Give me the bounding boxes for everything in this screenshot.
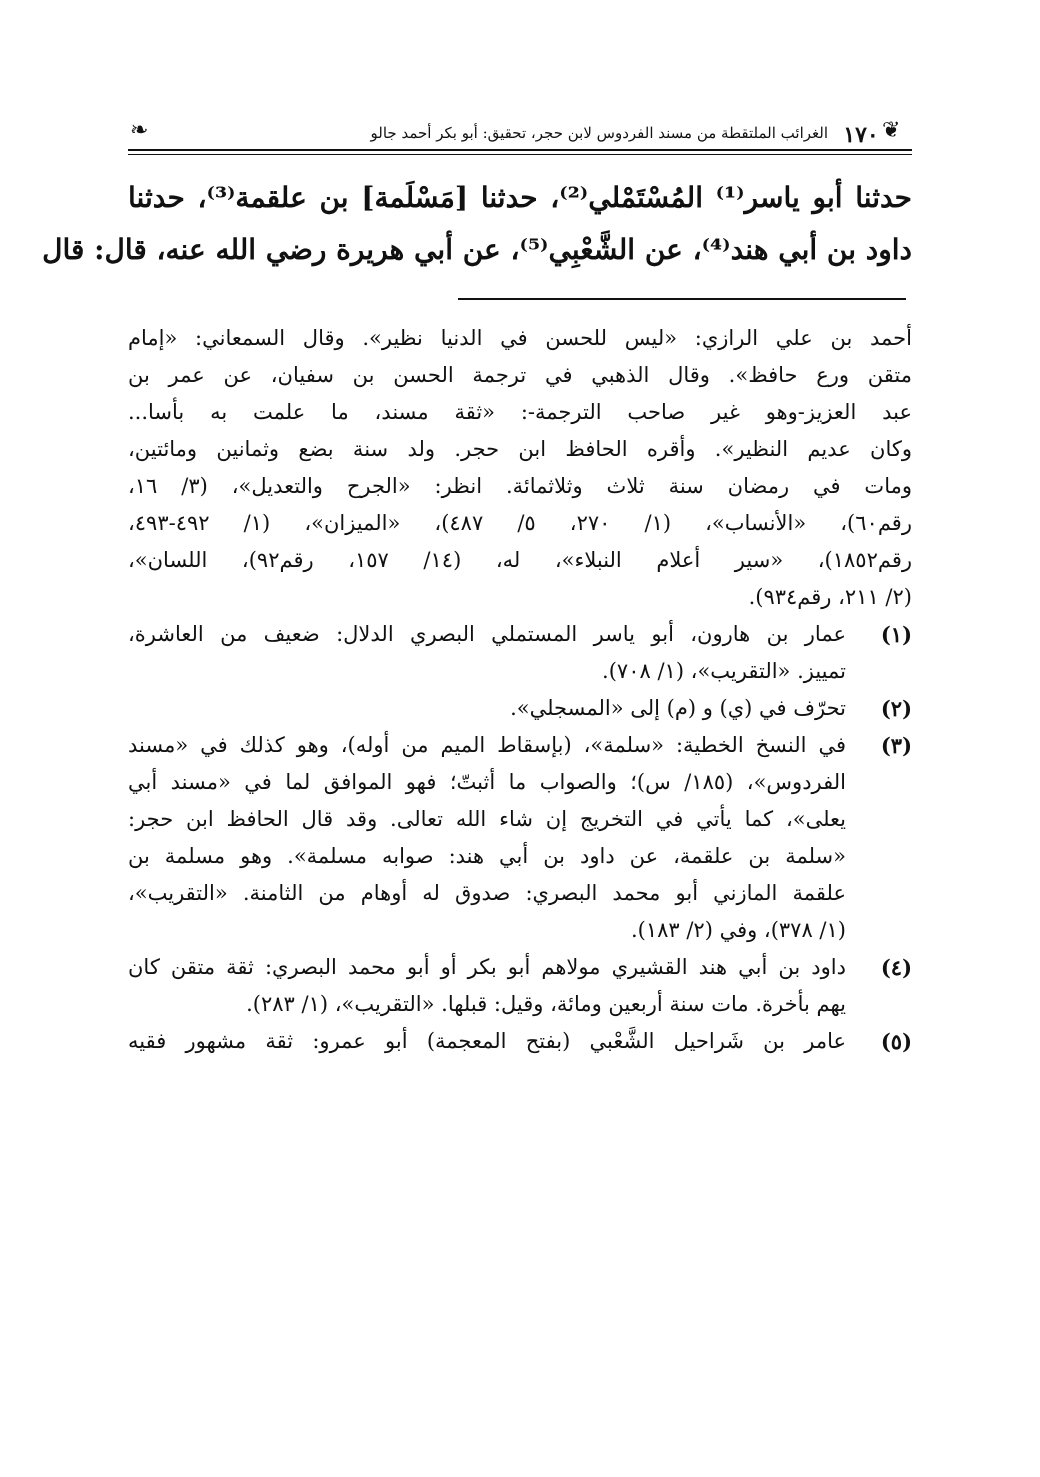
footnote-line: «سلمة بن علقمة، عن داود بن أبي هند: صوابه مسلمة». وهو مسلمة بن: [128, 844, 846, 868]
footnote-line: أحمد بن علي الرازي: «ليس للحسن في الدنيا نظير». وقال السمعاني: «إمام: [128, 326, 912, 350]
footnote-line: ومات في رمضان سنة ثلاث وثلاثمائة. انظر: «الجرح والتعديل»، (٣/ ١٦،: [128, 474, 912, 498]
footnote-number: (٥): [880, 1029, 912, 1054]
footnote-number: (٤): [880, 955, 912, 980]
footnote-line: رقم١٨٥٢)، «سير أعلام النبلاء»، له، (١٤/ ١٥٧، رقم٩٢)، اللسان»،: [128, 548, 913, 572]
footnote-line: تمييز. «التقريب»، (١/ ٧٠٨).: [602, 659, 846, 683]
footnotes: [128, 320, 912, 1060]
main-text-line: حدثنا أبو ياسر⁽¹⁾ المُسْتَمْلي⁽²⁾، حدثنا [مَسْلَمة] بن علقمة⁽³⁾، حدثنا: [128, 181, 912, 214]
footnote-3: [128, 727, 912, 949]
floral-ornament-icon: ❦: [882, 118, 901, 143]
main-text-line: داود بن أبي هند⁽⁴⁾، عن الشَّعْبِي⁽⁵⁾، عن أبي هريرة رضي الله عنه، قال: قال: [42, 233, 912, 266]
footnote-line: يعلى»، كما يأتي في التخريج إن شاء الله تعالى. وقد قال الحافظ ابن حجر:: [128, 807, 846, 831]
footnote-number: (٢): [880, 696, 912, 721]
footnote-line: (١/ ٣٧٨)، وفي (٢/ ١٨٣).: [630, 918, 846, 942]
running-title: الغرائب الملتقطة من مسند الفردوس لابن حجر، تحقيق: أبو بكر أحمد جالو: [370, 124, 828, 142]
footnote-line: وكان عديم النظير». وأقره الحافظ ابن حجر. ولد سنة بضع وثمانين ومائتين،: [128, 437, 912, 461]
floral-ornament-icon: ❧: [130, 118, 149, 143]
footnote-number: (١): [880, 622, 912, 647]
footnote-line: رقم٦٠)، «الأنساب»، (١/ ٢٧٠، ٥/ ٤٨٧)، «الميزان»، (١/ ٤٩٢-٤٩٣،: [128, 511, 912, 535]
footnote-5: [128, 1023, 912, 1060]
footnote-line: عمار بن هارون، أبو ياسر المستملي البصري الدلال: ضعيف من العاشرة،: [128, 622, 846, 646]
footnote-line: متقن ورع حافظ». وقال الذهبي في ترجمة الحسن بن سفيان، عن عمر بن: [128, 363, 912, 387]
footnote-continuation: [128, 320, 912, 616]
footnote-line: (٢/ ٢١١، رقم٩٣٤).: [748, 585, 912, 609]
main-text: [42, 172, 912, 276]
footnote-number: (٣): [880, 733, 912, 758]
footnote-2: [128, 690, 912, 727]
header-rule-bottom: [128, 154, 912, 155]
footnote-1: [128, 616, 912, 690]
footnote-4: [128, 949, 912, 1023]
footnote-separator: [458, 298, 906, 300]
footnote-line: تحرّف في (ي) و (م) إلى «المسجلي».: [510, 696, 846, 720]
footnote-line: يهم بأخرة. مات سنة أربعين ومائة، وقيل: قبلها. «التقريب»، (١/ ٢٨٣).: [246, 992, 846, 1016]
footnote-line: عامر بن شَراحيل الشَّعْبي (بفتح المعجمة) أبو عمرو: ثقة مشهور فقيه: [128, 1029, 846, 1053]
footnote-line: علقمة المازني أبو محمد البصري: صدوق له أوهام من الثامنة. «التقريب»،: [128, 881, 846, 905]
footnote-line: داود بن أبي هند القشيري مولاهم أبو بكر أو أبو محمد البصري: ثقة متقن كان: [128, 955, 846, 979]
header-rule-top: [128, 149, 912, 151]
page-number: ١٧٠: [843, 122, 879, 148]
footnote-line: في النسخ الخطية: «سلمة»، (بإسقاط الميم من أوله)، وهو كذلك في «مسند: [128, 733, 846, 757]
footnote-line: عبد العزيز-وهو غير صاحب الترجمة-: «ثقة مسند، ما علمت به بأسا...: [128, 400, 912, 424]
footnote-line: الفردوس»، (١٨٥/ س)؛ والصواب ما أثبتّ؛ فهو الموافق لما في «مسند أبي: [128, 770, 846, 794]
